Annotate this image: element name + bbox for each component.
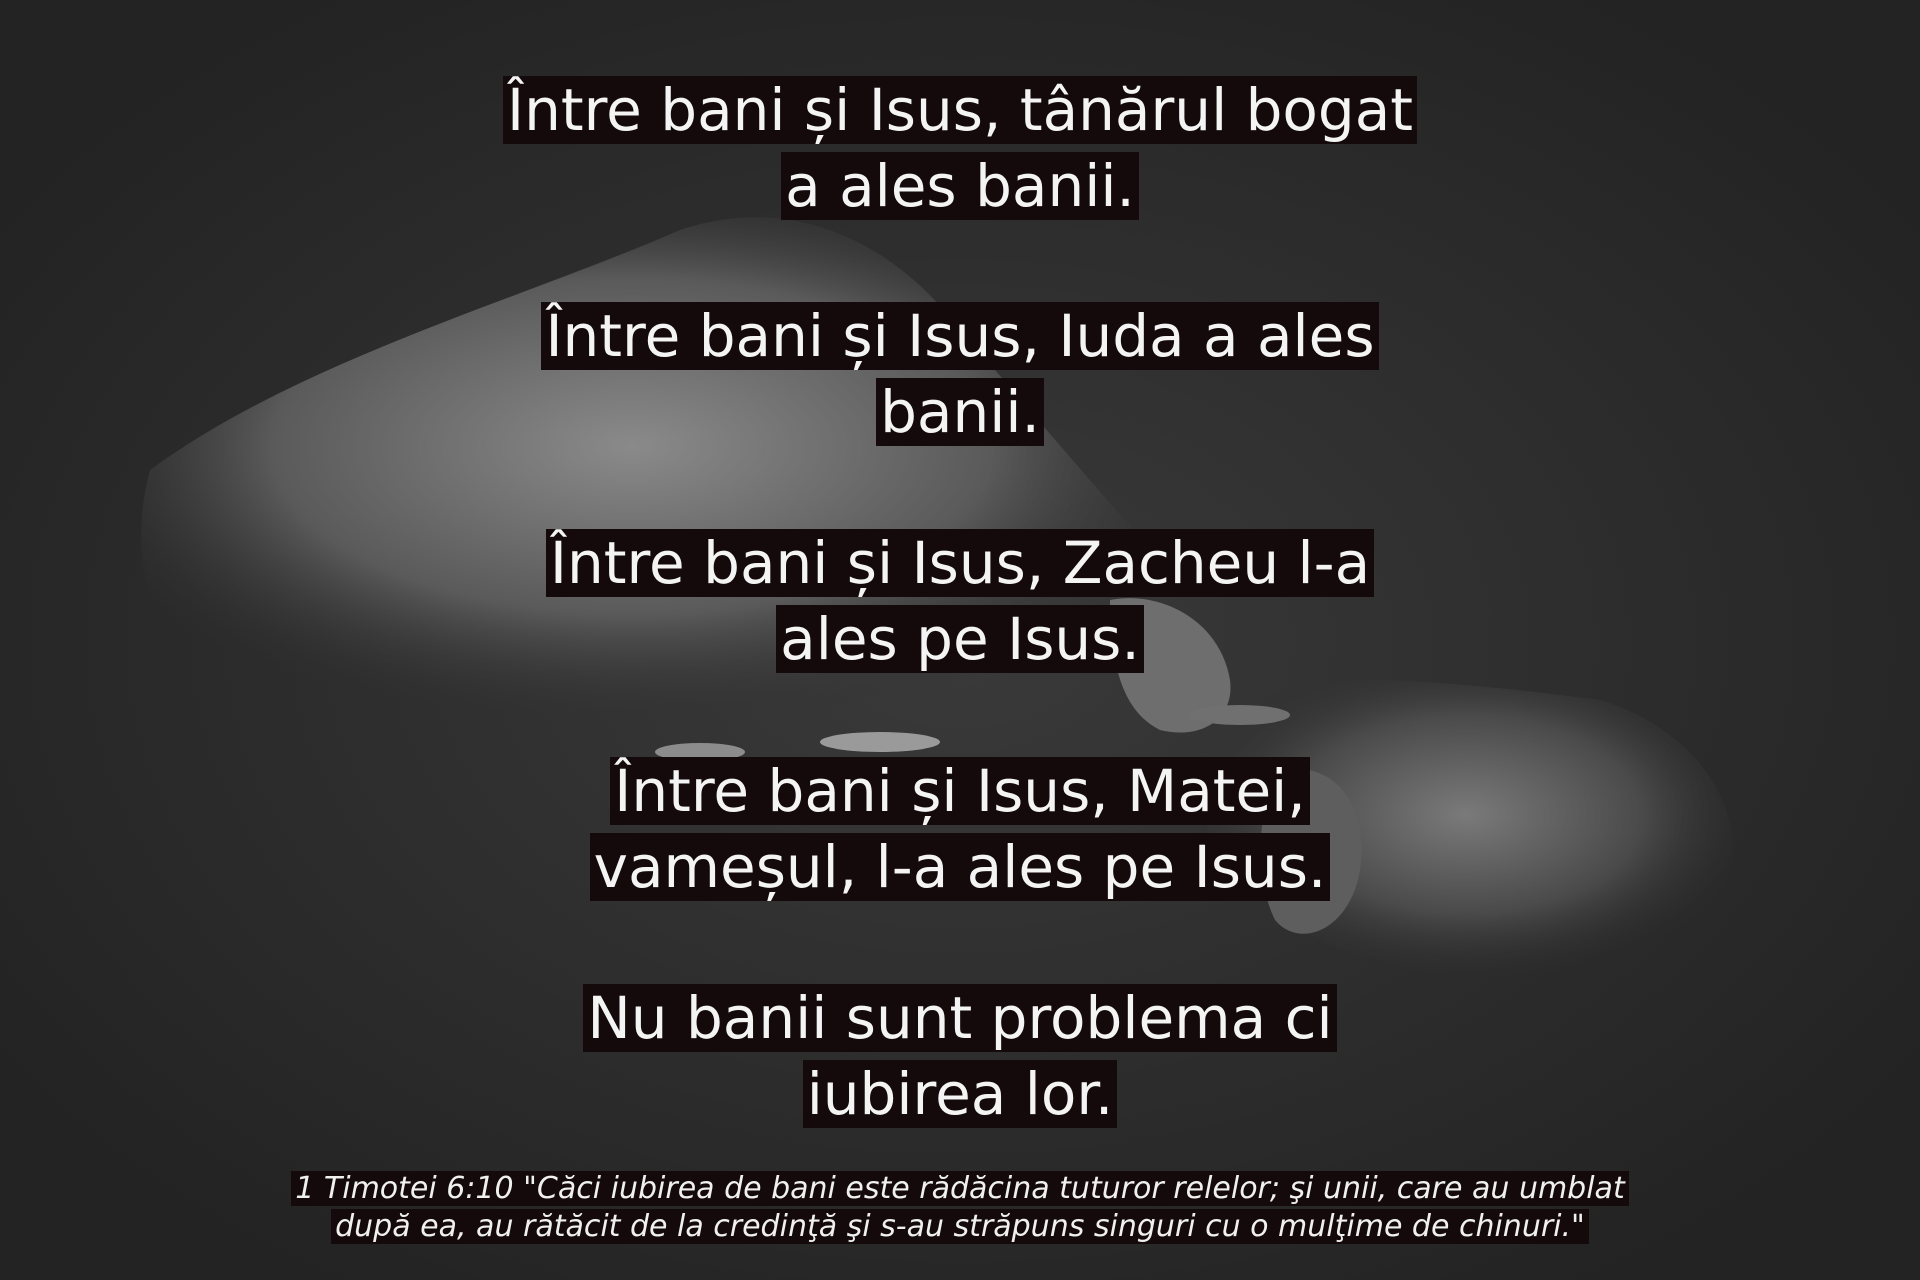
line-matthew: Între bani și Isus, Matei, (610, 757, 1309, 825)
quote-stanza-4 (0, 753, 1920, 905)
verse-line-2: după ea, au rătăcit de la credinţă şi s-au străpuns singuri cu o mulţime de chinuri." (331, 1209, 1589, 1244)
line-rich-young-ruler: Între bani și Isus, tânărul bogat (503, 76, 1417, 144)
bible-verse (0, 1170, 1920, 1246)
verse-line-1: 1 Timotei 6:10 "Căci iubirea de bani este rădăcina tuturor relelor; şi unii, care au umblat (291, 1171, 1628, 1206)
line-zacchaeus: Între bani și Isus, Zacheu l-a (546, 529, 1374, 597)
line-zacchaeus-cont: ales pe Isus. (776, 605, 1144, 673)
line-judas: Între bani și Isus, Iuda a ales (541, 302, 1378, 370)
line-matthew-cont: vameșul, l-a ales pe Isus. (590, 833, 1331, 901)
line-judas-cont: banii. (876, 378, 1044, 446)
line-rich-young-ruler-cont: a ales banii. (781, 152, 1139, 220)
quote-stanza-1 (0, 72, 1920, 224)
quote-conclusion (0, 980, 1920, 1132)
line-conclusion-cont: iubirea lor. (803, 1060, 1118, 1128)
quote-stanza-3 (0, 525, 1920, 677)
quote-stanza-2 (0, 298, 1920, 450)
line-conclusion: Nu banii sunt problema ci (583, 984, 1336, 1052)
